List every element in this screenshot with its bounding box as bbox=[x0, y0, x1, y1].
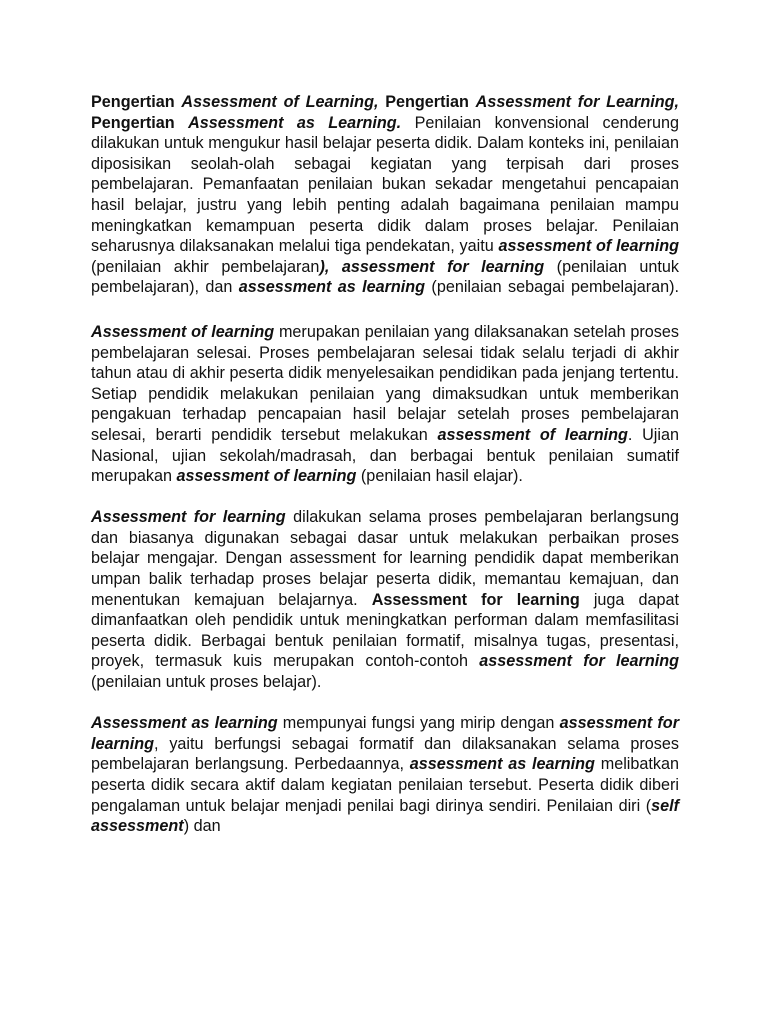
text-run: (penilaian hasil elajar). bbox=[356, 467, 523, 486]
text-run: Pengertian bbox=[378, 93, 476, 111]
text-run: assessment of learning bbox=[176, 467, 357, 486]
text-run: Assessment for Learning, bbox=[475, 93, 679, 111]
text-run: assessment for learning bbox=[341, 257, 545, 276]
text-run: dilakukan selama proses pembelajaran berlangsung dan biasanya digunakan sebagai dasar untuk melakukan perbaikan proses belajar mengajar. Dengan assessment for learning pendidik dapat memberikan umpan balik terhadap proses belajar peserta didik, memantau kemajuan, dan menentukan kemajuan belajarnya. bbox=[91, 508, 679, 609]
text-run: assessment as learning bbox=[238, 278, 426, 297]
text-run: (penilaian untuk pembelajaran), dan bbox=[91, 257, 680, 297]
text-run: Assessment of learning bbox=[91, 322, 275, 341]
text-run: assessment for learning bbox=[479, 652, 679, 671]
paragraph-1 bbox=[91, 92, 679, 298]
paragraph-2 bbox=[91, 322, 679, 487]
text-run: Assessment for learning bbox=[371, 590, 580, 609]
text-run: merupakan penilaian yang dilaksanakan setelah proses pembelajaran selesai. Proses pembelajaran selesai tidak selalu terjadi di akhir tahun atau di akhir peserta didik menyelesaikan pendidikan pada jenjang tertentu. Setiap pendidik melakukan penilaian yang dimaksudkan untuk memberikan pengakuan terhadap pencapaian hasil belajar setelah proses pembelajaran selesai, berarti pendidik tersebut melakukan bbox=[91, 322, 679, 444]
text-run: Assessment for learning bbox=[91, 508, 286, 527]
paragraph-4 bbox=[91, 713, 679, 837]
text-run: ) dan bbox=[183, 817, 221, 836]
text-run: self assessment bbox=[91, 796, 679, 836]
text-run: Assessment of Learning, bbox=[181, 93, 379, 111]
paragraph-3 bbox=[91, 507, 679, 692]
text-run: Penilaian konvensional cenderung dilakukan untuk mengukur hasil belajar peserta didik. Dalam konteks ini, penilaian diposisikan seolah-olah sebagai kegiatan yang terpisah dari proses pembelajaran. Pemanfaatan penilaian bukan sekadar mengetahui pencapaian hasil belajar, justru yang lebih penting adalah bagaimana penilaian mampu meningkatkan kemampuan peserta didik dalam proses belajar. Penilaian seharusnya dilaksanakan melalui tiga pendekatan, yaitu bbox=[91, 113, 680, 256]
text-run: ), bbox=[319, 257, 330, 276]
text-run: assessment of learning bbox=[498, 237, 679, 256]
text-run: juga dapat dimanfaatkan oleh pendidik untuk meningkatkan performan dalam memfasilitasi peserta didik. Berbagai bentuk penilaian formatif, misalnya tugas, presentasi, proyek, termasuk kuis merupakan contoh-contoh bbox=[91, 590, 680, 671]
text-run: mempunyai fungsi yang mirip dengan bbox=[277, 714, 560, 733]
text-run bbox=[329, 258, 342, 276]
text-run: assessment of learning bbox=[437, 425, 628, 444]
text-run: Assessment as learning bbox=[91, 714, 278, 733]
text-run: Assessment as Learning. bbox=[188, 113, 402, 132]
text-run: . Ujian Nasional, ujian sekolah/madrasah, dan berbagai bentuk penilaian sumatif merupakan bbox=[91, 425, 679, 486]
text-run: , yaitu berfungsi sebagai formatif dan dilaksanakan selama proses pembelajaran berlangsung. Perbedaannya, bbox=[91, 734, 679, 774]
text-run: Pengertian bbox=[91, 113, 189, 132]
text-run: assessment for learning bbox=[91, 714, 679, 753]
text-run: (penilaian akhir pembelajaran bbox=[91, 257, 320, 276]
text-run: (penilaian sebagai pembelajaran). bbox=[425, 278, 680, 297]
text-run: Pengertian bbox=[91, 93, 182, 111]
text-run: melibatkan peserta didik secara aktif dalam kegiatan penilaian tersebut. Peserta didik diberi pengalaman untuk belajar menjadi penilai bagi dirinya sendiri. Penilaian diri ( bbox=[91, 755, 679, 815]
text-run: assessment as learning bbox=[409, 755, 595, 774]
text-run: (penilaian untuk proses belajar). bbox=[91, 673, 322, 692]
